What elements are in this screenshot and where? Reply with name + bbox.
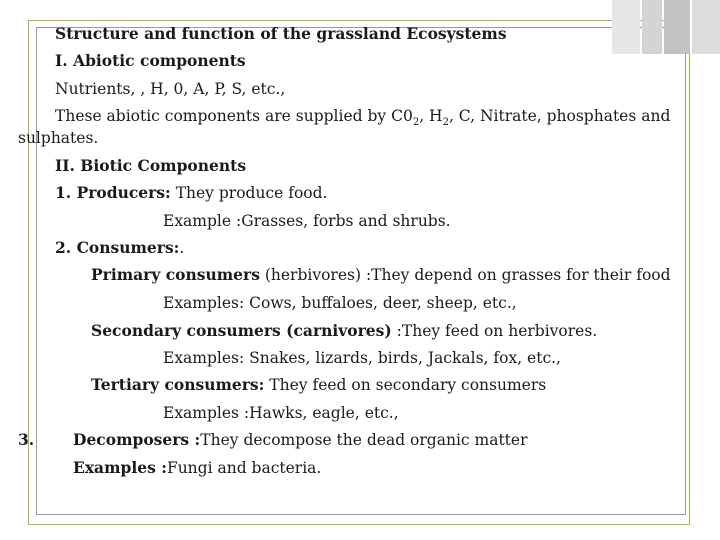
decomposers-number: 3. bbox=[18, 430, 35, 449]
slide-title: Structure and function of the grassland Ecosystems bbox=[55, 24, 507, 43]
corner-bar bbox=[612, 0, 640, 54]
consumers-text: . bbox=[179, 239, 185, 257]
primary-consumers-line bbox=[91, 265, 671, 285]
secondary-consumers-example: Examples: Snakes, lizards, birds, Jackals, fox, etc., bbox=[163, 349, 561, 367]
decomposers-label: Decomposers : bbox=[73, 430, 201, 449]
producers-label: 1. Producers: bbox=[55, 183, 171, 202]
tertiary-consumers-example: Examples :Hawks, eagle, etc., bbox=[163, 404, 399, 422]
corner-bar bbox=[642, 0, 662, 54]
decomposers-text: They decompose the dead organic matter bbox=[200, 431, 528, 449]
decomposers-example bbox=[73, 458, 321, 478]
primary-consumers-label: Primary consumers bbox=[91, 265, 260, 284]
decomposers-example-label: Examples : bbox=[73, 458, 167, 477]
tertiary-consumers-text: They feed on secondary consumers bbox=[264, 376, 547, 394]
primary-consumers-example: Examples: Cows, buffaloes, deer, sheep, etc., bbox=[163, 294, 517, 312]
producers-text: They produce food. bbox=[170, 184, 328, 202]
subscript: 2 bbox=[412, 117, 420, 129]
secondary-consumers-label: Secondary consumers (carnivores) bbox=[91, 321, 392, 340]
consumers-line bbox=[55, 238, 184, 258]
supply-text: These abiotic components are supplied by C0 bbox=[55, 107, 413, 125]
corner-bar bbox=[664, 0, 690, 54]
secondary-consumers-line bbox=[91, 321, 597, 341]
corner-bar bbox=[692, 0, 720, 54]
tertiary-consumers-label: Tertiary consumers: bbox=[91, 375, 265, 394]
supply-continuation: sulphates. bbox=[18, 129, 99, 147]
supply-text: , H bbox=[419, 107, 443, 125]
corner-decoration bbox=[612, 0, 720, 54]
nutrients-line: Nutrients, , H, 0, A, P, S, etc., bbox=[55, 80, 286, 98]
secondary-consumers-text: :They feed on herbivores. bbox=[391, 322, 598, 340]
producers-example: Example :Grasses, forbs and shrubs. bbox=[163, 212, 451, 230]
decomposers-line bbox=[73, 430, 527, 450]
supply-text: , C, Nitrate, phosphates and bbox=[448, 107, 671, 125]
primary-consumers-text: (herbivores) :They depend on grasses for their food bbox=[259, 266, 671, 284]
supply-line bbox=[55, 106, 671, 129]
abiotic-heading: I. Abiotic components bbox=[55, 51, 246, 70]
subscript: 2 bbox=[442, 117, 449, 129]
producers-line bbox=[55, 183, 327, 203]
consumers-label: 2. Consumers: bbox=[55, 238, 180, 257]
tertiary-consumers-line bbox=[91, 375, 546, 395]
decomposers-example-text: Fungi and bacteria. bbox=[166, 459, 322, 477]
biotic-heading: II. Biotic Components bbox=[55, 156, 247, 175]
